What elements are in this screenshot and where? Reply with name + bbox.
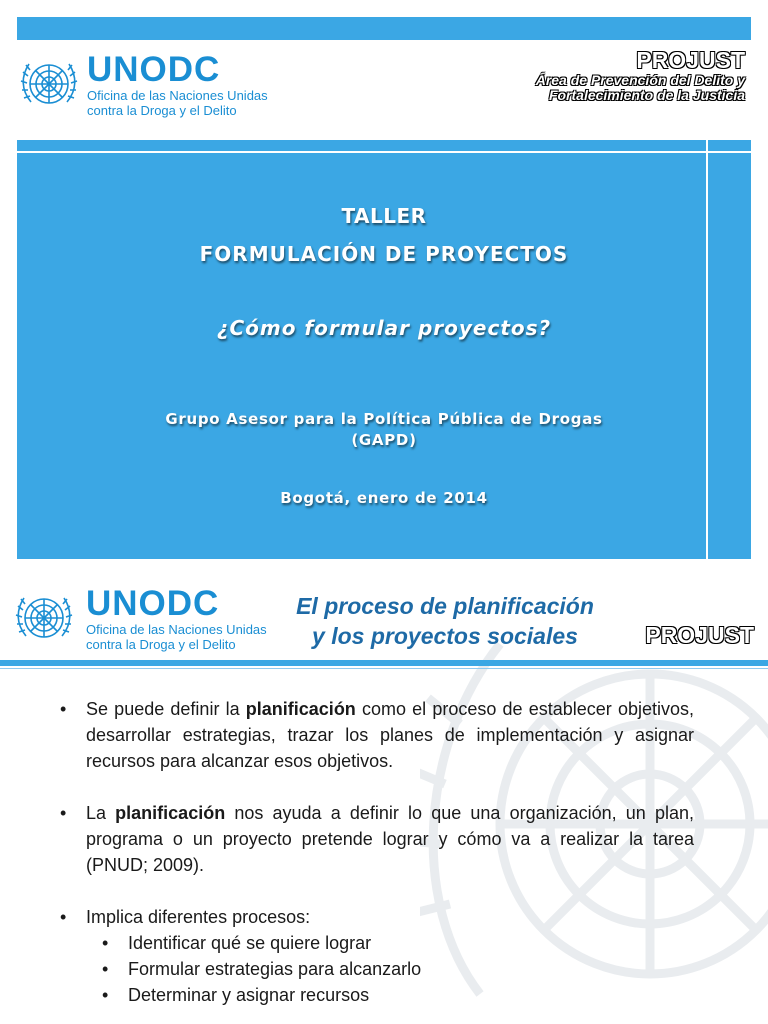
area-line-1: Área de Prevención del Delito y — [535, 72, 745, 88]
slide-1-header — [17, 40, 751, 140]
projust-block — [536, 47, 745, 103]
title-formulacion: FORMULACIÓN DE PROYECTOS — [199, 242, 569, 266]
title-taller: TALLER — [341, 204, 427, 228]
divider-horizontal — [17, 151, 751, 153]
brand-logo — [86, 586, 267, 652]
slide-2-title-line-2: y los proyectos sociales — [312, 623, 578, 649]
un-emblem-icon — [17, 52, 81, 116]
un-emblem-icon — [12, 586, 76, 650]
slide-2-title — [270, 591, 620, 651]
slide-1 — [17, 17, 751, 559]
group-line-2: (GAPD) — [351, 431, 417, 449]
sub-bullet-item: • Identificar qué se quiere lograr — [58, 930, 694, 956]
bullet-list — [58, 696, 694, 1008]
bullet-item: • Se puede definir la planificación como el proceso de establecer objetivos, desarrollar estrategias, trazar los planes de implementación y asignar recursos para alcanzar esos objetivos. — [58, 696, 694, 774]
slide-2-title-line-1: El proceso de planificación — [296, 593, 594, 619]
header-bar — [0, 660, 768, 666]
brand-name: UNODC — [87, 50, 221, 89]
brand-line-1: Oficina de las Naciones Unidas — [86, 622, 267, 637]
area-line-2: Fortalecimiento de la Justicia — [548, 87, 745, 103]
header-bar-thin — [0, 668, 768, 669]
sub-bullet-item: • Formular estrategias para alcanzarlo — [58, 956, 694, 982]
brand-line-2: contra la Droga y el Delito — [86, 637, 236, 652]
projust-label: PROJUST — [636, 47, 745, 73]
brand-line-2: contra la Droga y el Delito — [87, 103, 237, 118]
projust-label: PROJUST — [645, 622, 754, 648]
bullet-item: • La planificación nos ayuda a definir lo que una organización, un plan, programa o un proyecto pretende lograr y cómo va a realizar la tarea (PNUD; 2009). — [58, 800, 694, 878]
slide-2 — [0, 574, 768, 1024]
keyword-planificacion: planificación — [245, 699, 356, 719]
brand-line-1: Oficina de las Naciones Unidas — [87, 88, 268, 103]
brand-logo — [87, 52, 268, 118]
date-line: Bogotá, enero de 2014 — [280, 489, 488, 507]
question-title: ¿Cómo formular proyectos? — [216, 316, 552, 340]
keyword-planificacion: planificación — [115, 803, 226, 823]
sub-bullet-item: • Determinar y asignar recursos — [58, 982, 694, 1008]
brand-name: UNODC — [86, 584, 220, 623]
group-line-1: Grupo Asesor para la Política Pública de Drogas — [165, 410, 603, 428]
bullet-item: • Implica diferentes procesos: — [58, 904, 694, 930]
